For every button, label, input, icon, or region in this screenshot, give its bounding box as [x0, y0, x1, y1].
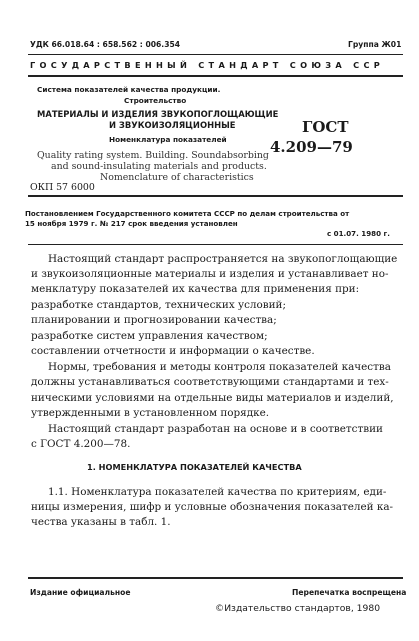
paragraph-2-line-4: утвержденными в установленном порядке. — [31, 407, 270, 419]
header-top-rule — [28, 54, 403, 55]
header-bottom-rule — [28, 75, 403, 77]
paragraph-2-line-3: ническими условиями на отдельные виды материалов и изделий, — [31, 392, 394, 404]
paragraph-4-line-1: 1.1. Номенклатура показателей качества по критериям, еди- — [48, 486, 387, 498]
paragraph-4-line-2: ницы измерения, шифр и условные обозначения показателей ка- — [31, 501, 394, 513]
paragraph-2-line-1: Нормы, требования и методы контроля показателей качества — [48, 361, 391, 373]
paragraph-1-line-1: Настоящий стандарт распространяется на звукопоглощающие — [48, 253, 398, 265]
english-title-line-2: and sound-insulating materials and products. — [51, 161, 267, 172]
decree-line-1: Постановлением Государственного комитета СССР по делам строительства от — [25, 209, 350, 218]
english-title-line-3: Nomenclature of characteristics — [100, 172, 254, 183]
paragraph-3-line-1: Настоящий стандарт разработан на основе и в соответствии — [48, 423, 383, 435]
title-bottom-rule — [28, 195, 403, 197]
decree-line-3: с 01.07. 1980 г. — [327, 229, 390, 238]
list-item-3: разработке систем управления качеством; — [31, 330, 268, 342]
paragraph-1-line-2: и звукоизоляционные материалы и изделия и устанавливает но- — [31, 268, 389, 280]
official-edition: Издание официальное — [30, 588, 131, 597]
system-line-1: Система показателей качества продукции. — [37, 85, 221, 94]
paragraph-3-line-2: с ГОСТ 4.200—78. — [31, 438, 131, 450]
group-code: Группа Ж01 — [348, 40, 402, 49]
okp-code: ОКП 57 6000 — [30, 182, 95, 193]
standard-banner: ГОСУДАРСТВЕННЫЙ СТАНДАРТ СОЮЗА ССР — [30, 60, 385, 70]
system-line-2: Строительство — [124, 96, 187, 105]
paragraph-4-line-3: чества указаны в табл. 1. — [31, 516, 171, 528]
document-title-line-1: МАТЕРИАЛЫ И ИЗДЕЛИЯ ЗВУКОПОГЛОЩАЮЩИЕ — [37, 109, 279, 119]
publisher-copyright: ©Издательство стандартов, 1980 — [215, 603, 381, 614]
decree-line-2: 15 ноября 1979 г. № 217 срок введения установлен — [25, 219, 238, 228]
gost-number: 4.209—79 — [270, 138, 353, 156]
list-item-4: составлении отчетности и информации о качестве. — [31, 345, 315, 357]
paragraph-1-line-3: менклатуру показателей их качества для применения при: — [31, 283, 360, 295]
decree-rule — [28, 244, 403, 245]
section-heading: 1. НОМЕНКЛАТУРА ПОКАЗАТЕЛЕЙ КАЧЕСТВА — [87, 462, 302, 472]
footer-rule — [28, 577, 403, 579]
gost-label: ГОСТ — [302, 118, 349, 136]
udk-code: УДК 66.018.64 : 658.562 : 006.354 — [30, 40, 181, 49]
document-subtitle: Номенклатура показателей — [109, 135, 227, 144]
document-title-line-2: И ЗВУКОИЗОЛЯЦИОННЫЕ — [109, 120, 236, 130]
reprint-prohibited: Перепечатка воспрещена — [292, 588, 407, 597]
list-item-1: разработке стандартов, технических условий; — [31, 299, 286, 311]
english-title-line-1: Quality rating system. Building. Soundabsorbing — [37, 150, 269, 161]
list-item-2: планировании и прогнозировании качества; — [31, 314, 277, 326]
paragraph-2-line-2: должны устанавливаться соответствующими стандартами и тех- — [31, 376, 389, 388]
